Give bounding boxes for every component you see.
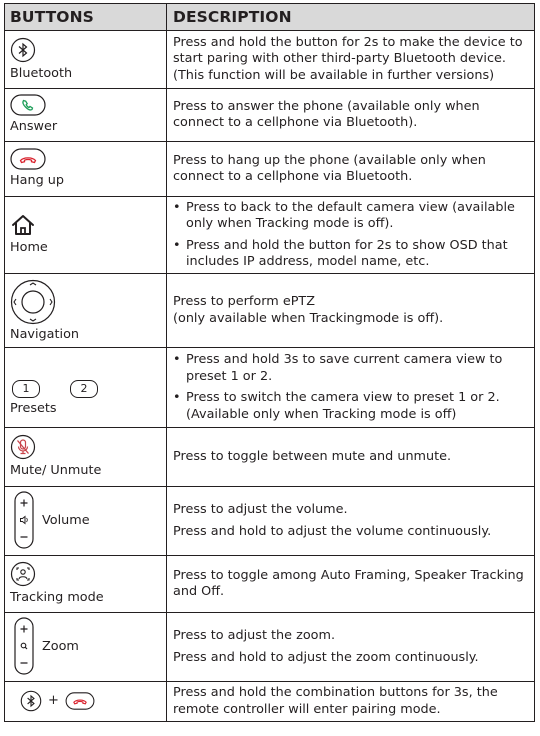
description-cell <box>167 487 535 556</box>
description-cell <box>167 142 535 197</box>
description-text: Press to toggle between mute and unmute. <box>173 448 452 464</box>
button-cell-tracking <box>5 556 167 613</box>
bullet-text: Press to switch the camera view to preset 1 or 2. (Available only when Tracking mode is off) <box>186 390 500 422</box>
button-cell-zoom <box>5 613 167 682</box>
table-row <box>5 197 535 274</box>
button-description-table-container <box>4 3 534 722</box>
microphone-mute-icon <box>10 434 162 460</box>
bullet-text: Press and hold the button for 2s to show OSD that includes IP address, model name, etc. <box>186 237 508 269</box>
button-label: Presets <box>10 400 57 416</box>
preset-1-button: 1 <box>12 380 40 398</box>
table-row <box>5 613 535 682</box>
button-label: Volume <box>42 512 90 528</box>
bullet-text: Press and hold 3s to save current camera view to preset 1 or 2. <box>186 352 503 384</box>
description-text: Press to perform ePTZ <box>173 294 315 309</box>
list-item <box>173 200 528 233</box>
table-row <box>5 348 535 428</box>
tracking-mode-icon <box>10 561 162 587</box>
home-icon <box>10 213 162 237</box>
preset-2-button: 2 <box>70 380 98 398</box>
button-cell-hangup <box>5 142 167 197</box>
button-label: Answer <box>10 119 58 134</box>
header-buttons: BUTTONS <box>5 4 167 31</box>
description-text: (only available when Trackingmode is off). <box>173 310 444 326</box>
description-text: Press to hang up the phone (available only when connect to a cellphone via Bluetooth. <box>173 152 486 184</box>
bluetooth-icon <box>10 37 162 63</box>
description-text: Press and hold the combination buttons for 3s, the remote controller will enter pairing mode. <box>173 685 498 717</box>
button-label: Hang up <box>10 173 64 188</box>
volume-rocker-icon <box>10 491 34 549</box>
button-label: Mute/ Unmute <box>10 463 102 478</box>
description-text: Press and hold to adjust the volume continuously. <box>173 524 492 539</box>
table-row <box>5 31 535 89</box>
description-text: Press to adjust the volume. <box>173 501 348 517</box>
description-bullets <box>173 352 528 423</box>
table-row <box>5 142 535 197</box>
button-cell-navigation <box>5 274 167 348</box>
description-text: Press and hold to adjust the zoom continuously. <box>173 650 479 665</box>
button-cell-volume <box>5 487 167 556</box>
bullet-text: Press to back to the default camera view (available only when Tracking mode is off). <box>186 199 515 231</box>
table-row <box>5 428 535 487</box>
navigation-pad-icon <box>10 277 162 325</box>
plus-sign: + <box>48 693 59 708</box>
bluetooth-plus-hangup-icon <box>10 690 162 712</box>
button-cell-home <box>5 197 167 274</box>
button-label: Navigation <box>10 327 80 342</box>
description-cell <box>167 428 535 487</box>
description-cell <box>167 682 535 722</box>
button-cell-mute <box>5 428 167 487</box>
description-text: Press and hold the button for 2s to make the device to start paring with other third-party Bluetooth device. (This function will be available in further versions) <box>173 34 523 83</box>
button-cell-combo <box>5 682 167 722</box>
list-item <box>173 390 528 423</box>
bullet: • <box>173 352 181 367</box>
button-cell-presets <box>5 348 167 428</box>
description-cell <box>167 613 535 682</box>
zoom-group <box>10 617 162 675</box>
button-label: Tracking mode <box>10 590 104 605</box>
header-description: DESCRIPTION <box>167 4 535 31</box>
volume-group <box>10 491 162 549</box>
description-text: Press to answer the phone (available only when connect to a cellphone via Bluetooth). <box>173 98 480 130</box>
table-row <box>5 556 535 613</box>
phone-hangup-icon <box>65 692 95 710</box>
preset-buttons-icon <box>10 380 162 398</box>
description-text: Press to toggle among Auto Framing, Speaker Tracking and Off. <box>173 567 524 599</box>
list-item <box>173 238 528 271</box>
list-item <box>173 352 528 385</box>
description-bullets <box>173 200 528 271</box>
table-row <box>5 274 535 348</box>
description-cell <box>167 197 535 274</box>
table-row <box>5 89 535 142</box>
button-label: Bluetooth <box>10 65 73 81</box>
description-cell <box>167 31 535 89</box>
description-cell <box>167 348 535 428</box>
table-row <box>5 682 535 722</box>
bullet: • <box>173 390 181 405</box>
description-cell <box>167 556 535 613</box>
bluetooth-icon <box>20 690 42 712</box>
description-text: Press to adjust the zoom. <box>173 627 336 643</box>
button-cell-answer <box>5 89 167 142</box>
table-header-row <box>5 4 535 31</box>
bullet: • <box>173 237 181 253</box>
table-row <box>5 487 535 556</box>
bullet: • <box>173 199 181 215</box>
phone-answer-icon <box>10 94 162 116</box>
button-cell-bluetooth <box>5 31 167 89</box>
zoom-rocker-icon <box>10 617 34 675</box>
button-label: Zoom <box>42 638 79 654</box>
button-label: Home <box>10 240 48 255</box>
description-cell <box>167 89 535 142</box>
phone-hangup-icon <box>10 148 162 170</box>
description-cell <box>167 274 535 348</box>
button-description-table <box>4 3 535 722</box>
